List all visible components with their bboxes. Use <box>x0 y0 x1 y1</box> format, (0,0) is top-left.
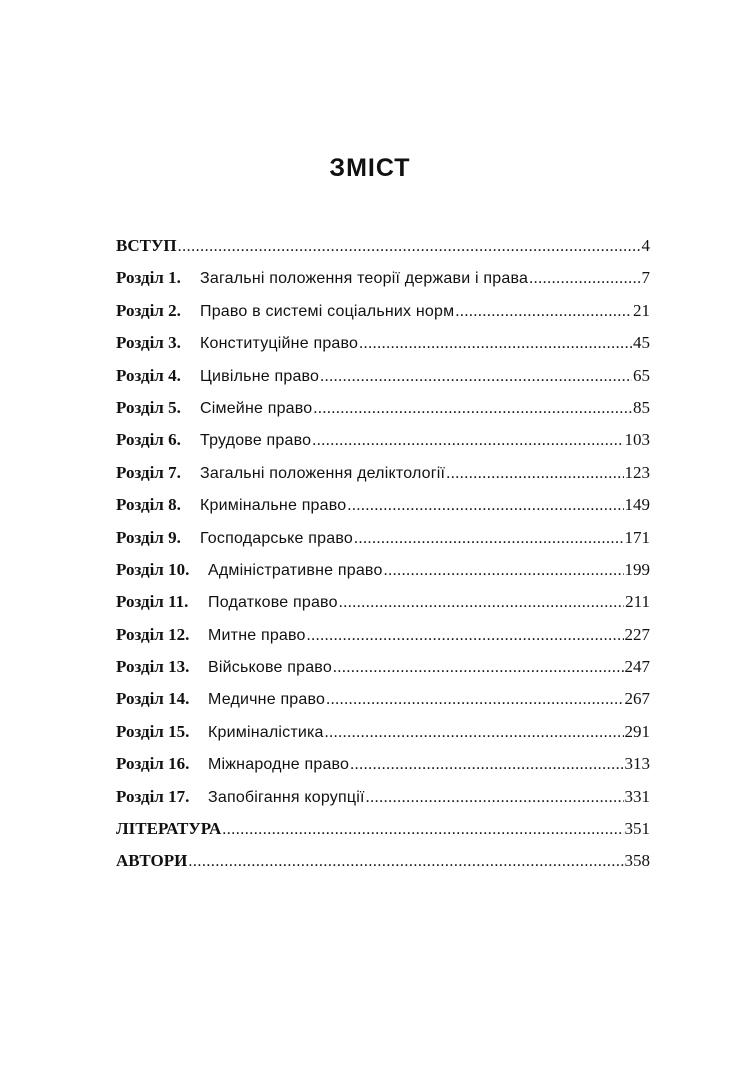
toc-entry <box>116 330 650 362</box>
toc-entry-page: 331 <box>624 786 650 806</box>
toc-entry <box>116 265 650 297</box>
toc-entry-page: 247 <box>624 657 650 677</box>
dot-leader <box>529 266 640 292</box>
toc-entry <box>116 751 650 783</box>
toc-entry <box>116 460 650 492</box>
toc-entry-page: 358 <box>624 851 650 871</box>
dot-leader <box>384 558 624 584</box>
toc-entry <box>116 395 650 427</box>
toc-entry-label: Розділ 13. <box>116 657 190 677</box>
dot-leader <box>325 720 624 746</box>
toc-entry-label: АВТОРИ <box>116 851 188 871</box>
toc-entry-title: Медичне право <box>208 691 326 709</box>
toc-entry-title: Господарське право <box>200 529 353 547</box>
toc-entry-page: 211 <box>625 592 650 612</box>
toc-entry-label: Розділ 3. <box>116 333 181 353</box>
dot-leader <box>339 590 624 616</box>
dot-leader <box>313 396 632 422</box>
dot-leader <box>333 655 624 681</box>
toc-entry-page: 351 <box>624 819 650 839</box>
toc-entry-title: Військове право <box>208 659 332 677</box>
toc-entry-label: Розділ 16. <box>116 754 190 774</box>
dot-leader <box>446 461 623 487</box>
toc-entry-title: Міжнародне право <box>208 756 350 774</box>
toc-entry-label: Розділ 10. <box>116 559 190 579</box>
dot-leader <box>307 623 624 649</box>
toc-entry-page: 85 <box>633 397 650 417</box>
toc-entry-page: 313 <box>624 754 650 774</box>
toc-entry-page: 4 <box>641 236 650 255</box>
toc-entry-title: Право в системі соціальних норм <box>200 302 455 320</box>
dot-leader <box>359 331 632 357</box>
toc-entry-title: Цивільне право <box>200 367 320 385</box>
toc-entry <box>116 492 650 524</box>
toc-entry-label: ВСТУП <box>116 236 177 255</box>
toc-entry <box>116 719 650 751</box>
toc-entry-label: Розділ 5. <box>116 397 181 417</box>
dot-leader <box>320 364 632 390</box>
toc-entry-label: ЛІТЕРАТУРА <box>116 819 222 839</box>
toc-entry-title: Конституційне право <box>200 335 359 353</box>
toc-entry <box>116 557 650 589</box>
dot-leader <box>354 526 624 552</box>
toc-entry-title: Запобігання корупції <box>208 788 365 806</box>
toc-entry-page: 149 <box>624 495 650 515</box>
toc-entry <box>116 298 650 330</box>
toc-entry-label: Розділ 15. <box>116 721 190 741</box>
dot-leader <box>312 428 623 454</box>
dot-leader <box>178 234 641 260</box>
toc-entry-label: Розділ 7. <box>116 462 181 482</box>
toc-entry-title: Податкове право <box>208 594 338 612</box>
toc-entry-title: Адміністративне право <box>208 561 383 579</box>
dot-leader <box>222 817 623 843</box>
toc-entry-page: 267 <box>624 689 650 709</box>
toc-entry <box>116 784 650 816</box>
page-title: ЗМІСТ <box>329 154 411 182</box>
toc-entry-label: Розділ 2. <box>116 300 181 320</box>
toc-entry-page: 291 <box>624 721 650 741</box>
toc-entry <box>116 363 650 395</box>
toc-entry-label: Розділ 8. <box>116 495 181 515</box>
toc-entry <box>116 233 650 265</box>
dot-leader <box>350 752 623 778</box>
toc-entry-page: 227 <box>624 624 650 644</box>
toc-entry <box>116 525 650 557</box>
toc-entry-title: Кримінальне право <box>200 497 347 515</box>
toc-entry-page: 199 <box>624 559 650 579</box>
toc-entry-page: 65 <box>633 365 650 385</box>
toc-entry-title: Сімейне право <box>200 399 313 417</box>
toc-entry-label: Розділ 4. <box>116 365 181 385</box>
toc-entry-label: Розділ 14. <box>116 689 190 709</box>
toc-entry-page: 45 <box>633 333 650 353</box>
toc-entry-title: Криміналістика <box>208 723 324 741</box>
toc-entry-label: Розділ 17. <box>116 786 190 806</box>
dot-leader <box>455 299 632 325</box>
toc-entry <box>116 686 650 718</box>
toc-entry <box>116 848 650 880</box>
toc-entry-label: Розділ 9. <box>116 527 181 547</box>
dot-leader <box>326 687 623 713</box>
toc-entry-title: Загальні положення деліктології <box>200 464 446 482</box>
toc-entry-title: Митне право <box>208 626 306 644</box>
toc-entry-title: Загальні положення теорії держави і права <box>200 270 529 288</box>
toc-entry-page: 171 <box>624 527 650 547</box>
toc-entry <box>116 654 650 686</box>
toc-entry <box>116 816 650 848</box>
toc-entry-page: 123 <box>624 462 650 482</box>
dot-leader <box>366 785 624 811</box>
toc-entry <box>116 589 650 621</box>
table-of-contents <box>116 233 650 881</box>
toc-entry-label: Розділ 11. <box>116 592 189 612</box>
toc-entry-label: Розділ 1. <box>116 268 181 288</box>
toc-entry-title: Трудове право <box>200 432 312 450</box>
toc-entry-page: 103 <box>624 430 650 450</box>
toc-entry-page: 21 <box>633 300 650 320</box>
toc-entry-label: Розділ 12. <box>116 624 190 644</box>
dot-leader <box>347 493 623 519</box>
toc-entry-page: 7 <box>641 268 650 288</box>
toc-entry <box>116 427 650 459</box>
dot-leader <box>188 849 623 875</box>
toc-entry <box>116 622 650 654</box>
toc-entry-label: Розділ 6. <box>116 430 181 450</box>
